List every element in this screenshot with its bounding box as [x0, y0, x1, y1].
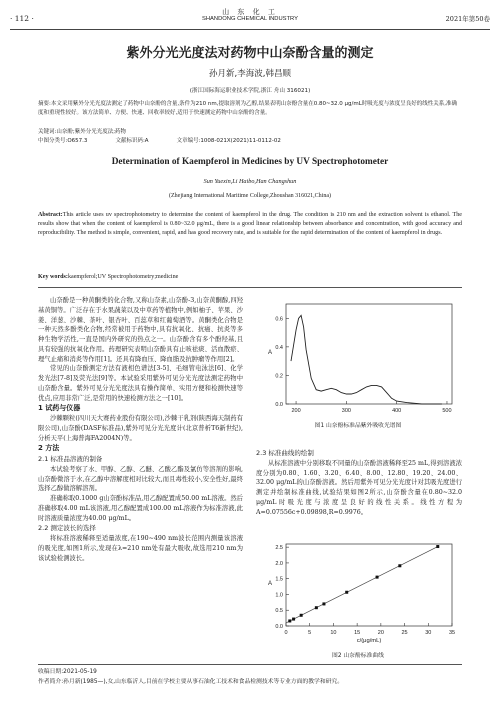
method-paragraph-2: 准确称取0.1000 g山奈酚标准品,用乙醇配置成50.00 mL溶液。然后准确移取4.00 mL该溶液,用乙醇配置成100.00 mL溶液作为标准溶液,此时溶液质量浓度为40.00 μg/mL。 — [38, 495, 243, 522]
y-tick-label: 0.0 — [275, 402, 283, 408]
title-cn: 紫外分光光度法对药物中山奈酚含量的测定 — [126, 46, 374, 61]
page-number: · 112 · — [10, 14, 34, 23]
abstract-en-text: This article uses uv spectrophotometry to determine the content of kaempferol in the drug. The condition is 210 nm and the extraction solvent is ethanol. The results show that when the content of kaempferol is 0.80~32.0 μg/mL, there is a good linear relationship between absorbance and concentration, with good accuracy and reproducibility. The method is simple, convenient, rapid, and has good recovery rate, and is suitable for the rapid determination of the content of kaempferol in drugs. — [38, 212, 462, 236]
x-tick-label: 300 — [341, 408, 351, 414]
calibration-paragraph: 从标准溶液中分别移取不同量的山奈酚溶液稀释至25 mL,得到溶液浓度分别为0.80、1.60、3.20、6.40、8.00、12.80、19.20、24.00、32.00 μg/mL的山奈酚溶液。然后用紫外可见分光光度计对其吸光度进行测定并绘制标准曲线,试验结果如图2所示,山奈酚含量在0.80~32.0 μg/mL时吸光度与浓度呈良好的线性关系。线性方程为A=0.07556c+0.09898,R=0.9976。 — [256, 459, 462, 516]
document-code: 文献标识码:A — [115, 138, 149, 144]
x-tick-label: 500 — [442, 408, 452, 414]
received-date: 收稿日期:2021-05-19 — [38, 669, 97, 675]
authors-en: Sun Yuexin,Li Haibo,Han Changshun — [203, 178, 297, 185]
x-tick-label: 400 — [392, 408, 402, 414]
data-point — [300, 614, 303, 617]
right-column — [256, 448, 462, 517]
x-tick-label: 25 — [401, 630, 408, 636]
y-tick-label: 0.2 — [275, 373, 283, 380]
uv-spectrum-chart — [258, 300, 458, 418]
article-id: 文章编号:1008-021X(2021)11-0112-02 — [176, 138, 281, 144]
author-bio: 作者简介:孙月新(1985—),女,山东临沂人,目前在学校主要从事石油化工技术和食品检测技术等专业方面的教学和研究。 — [38, 678, 344, 685]
title-en: Determination of Kaempferol in Medicines by UV Spectrophotometer — [111, 157, 389, 167]
y-tick-label: 2.0 — [275, 560, 283, 567]
data-point — [292, 618, 295, 621]
data-point — [315, 606, 318, 609]
intro-paragraph-1: 山奈酚是一种黄酮类的化合物,又称山奈素,山奈酚-3,山奈黄酮醇,四羟基黄铜等。广泛存在于水果蔬菜以及中草药等植物中,例如柚子、苹果、沙姜、洋葱、沙棘、茶叶、银杏叶、百蕊草和红葡萄酒等。黄酮类化合物是一种天然多酚类化合物,经常被用于药物中,具有抗氧化、抗癌、抗炎等多种生物学活性,一直是国内外研究的热点之一。山奈酚含有多个酚羟基,且具有较强的抗氧化作用。药理研究表明山奈酚具有止咳祛痰、活血散瘀、理气止痛和消炎等作用[1]。还具有降血压、降血脂及抗肿瘤等作用[2]。 — [38, 297, 243, 363]
y-tick-label: 2.5 — [275, 545, 283, 552]
x-tick-label: 20 — [377, 630, 384, 636]
y-tick-label: 1.5 — [275, 576, 283, 583]
data-point — [288, 619, 291, 622]
x-tick-label: 10 — [330, 630, 337, 636]
clc-number: 中图分类号:O657.3 — [38, 138, 88, 144]
subsection-heading-2-2: 2.2 测定波长的选择 — [38, 524, 96, 533]
abstract-cn: 摘要:本文采用紫外分光光度法测定了药物中山奈酚的含量,条件为210 nm,提取溶剂为乙醇,结果表明山奈酚含量在0.80~32.0 μg/mL时吸光度与浓度呈良好的线性关系,准确度和重现性较好。该方法简单、方便、快速、回收率较好,适用于快速测定药物中山奈酚的含量。 — [38, 101, 458, 116]
abstract-en-label: Abstract: — [38, 212, 63, 218]
x-tick-label: 200 — [291, 408, 301, 414]
subsection-heading-2-1: 2.1 标准品溶液的制备 — [38, 455, 103, 463]
section-heading-1: 1 试药与仪器 — [38, 404, 81, 413]
journal-name-en: SHANDONG CHEMICAL INDUSTRY — [202, 16, 298, 22]
affiliation-cn: (浙江国际海运职业技术学院,浙江 舟山 316021) — [189, 88, 311, 94]
keywords-en-text: kaempferol;UV Spectrophotometry;medicine — [67, 274, 179, 280]
y-tick-label: 0.6 — [275, 316, 283, 323]
x-tick-label: 30 — [425, 630, 432, 636]
keywords-cn: 关键词:山奈酚;紫外分光光度法;药物 — [38, 129, 127, 135]
journal-name-cn: 山 东 化 工 — [222, 8, 278, 16]
data-point — [345, 591, 348, 594]
figure-2-caption: 图2 山奈酚标准曲线 — [332, 653, 384, 659]
running-header — [10, 4, 490, 30]
intro-paragraph-2: 常见的山奈酚测定方法有液相色谱法[3-5]、毛细管电泳法[6]、化学发光法[7-8]及荧光法[9]等。本试验采用紫外可见分光光度法测定药物中山奈酚含量。紫外可见分光光度法具有操作简单、实用方便和检测快速等优点,应用非常广泛,是常用的快速检测方法之一[10]。 — [38, 365, 243, 402]
data-point — [376, 576, 379, 579]
method-paragraph-3: 将标准溶液稀释至适量浓度,在190~490 nm波长范围内测量该溶液的吸光度,如图1所示,发现在λ=210 nm处有最大吸收,故选用210 nm为该试验检测波长。 — [38, 535, 243, 562]
y-tick-label: 0.4 — [275, 344, 283, 351]
x-axis-label: c/(μg/mL) — [356, 638, 382, 644]
section-heading-2: 2 方法 — [38, 444, 60, 453]
data-point — [398, 564, 401, 567]
issue-info: 2021年第50卷 — [445, 15, 490, 23]
affiliation-en: (Zhejiang International Maritime College,Zhoushan 316021,China) — [169, 193, 331, 199]
method-paragraph-1: 本试验考察了水、甲醇、乙醇、乙醚、乙酸乙酯及氯仿等溶剂的影响,山奈酚微溶于水,在乙醇中溶解度相对比较大,而且毒性较小,安全性好,最终选择乙醇做溶解溶剂。 — [38, 465, 243, 493]
y-axis-label: A — [267, 581, 273, 587]
keywords-en-label: Key words: — [38, 274, 68, 280]
y-tick-label: 0.0 — [275, 624, 283, 630]
x-tick-label: 0 — [284, 630, 288, 636]
footnote — [38, 664, 462, 687]
abstract-en — [38, 211, 462, 237]
calibration-curve-chart — [258, 540, 458, 648]
keywords-en — [38, 274, 462, 280]
y-tick-label: 1.0 — [275, 592, 283, 599]
figure-1-caption: 图1 山奈酚标准品紫外吸收光谱图 — [314, 423, 402, 429]
materials-paragraph: 沙棘颗粒(四川天大赛药业股份有限公司),沙棘干乳剂(陕西海天制药有限公司),山奈酚(DASF标准品),紫外可见分光光度计(北京普析T6新世纪),分析天平(上海普海FA2004N)等。 — [38, 415, 243, 442]
y-axis-label: A — [267, 350, 273, 356]
figure-1 — [258, 300, 458, 418]
subsection-heading-2-3: 2.3 标准曲线的绘制 — [256, 449, 314, 457]
section-divider — [38, 287, 462, 288]
classification-line — [38, 136, 462, 144]
data-point — [436, 545, 439, 548]
x-tick-label: 35 — [448, 630, 456, 636]
data-point — [322, 602, 325, 605]
spectrum-series-line — [291, 315, 442, 404]
figure-2 — [258, 540, 458, 648]
x-tick-label: 5 — [308, 630, 312, 636]
fit-line — [286, 547, 438, 623]
left-column — [38, 296, 243, 563]
plot-frame — [286, 304, 452, 404]
authors-cn: 孙月新,李海波,韩昌顺 — [209, 69, 291, 79]
y-tick-label: 0.5 — [275, 608, 283, 615]
x-tick-label: 15 — [354, 630, 361, 636]
plot-frame — [286, 544, 452, 626]
